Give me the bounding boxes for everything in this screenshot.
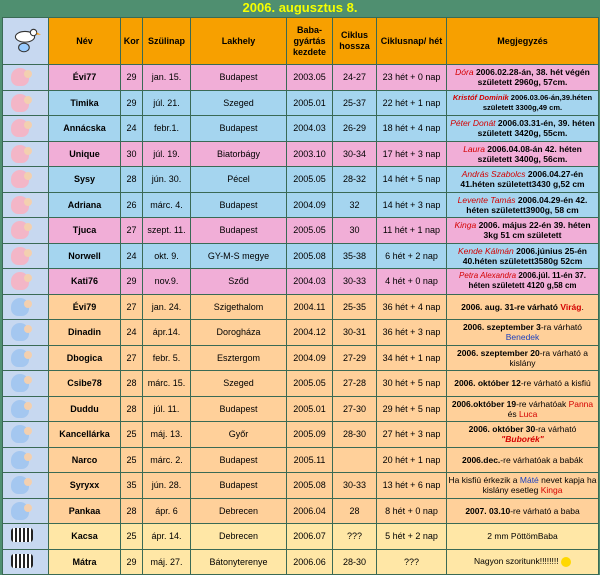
- header-szulinap: Szülinap: [143, 18, 191, 65]
- cycle-cell: 24-27: [333, 65, 377, 91]
- header-lakhely: Lakhely: [191, 18, 287, 65]
- name-cell: Duddu: [49, 396, 121, 422]
- cycle-cell: 28-30: [333, 549, 377, 575]
- cycle-cell: 28-32: [333, 167, 377, 193]
- name-cell: Narco: [49, 447, 121, 473]
- note-cell: Levente Tamás 2006.04.29-én 42. héten született3900g, 58 cm: [447, 192, 599, 218]
- age-cell: 24: [121, 243, 143, 269]
- table-row: [3, 447, 599, 473]
- cycle-cell: ???: [333, 524, 377, 550]
- crawling-baby-icon: [11, 425, 29, 443]
- header-kor: Kor: [121, 18, 143, 65]
- note-cell: András Szabolcs 2006.04.27-én 41.héten született3430 g,52 cm: [447, 167, 599, 193]
- start-cell: 2004.03: [287, 116, 333, 142]
- start-cell: 2005.05: [287, 167, 333, 193]
- location-cell: Szeged: [191, 371, 287, 397]
- location-cell: Debrecen: [191, 524, 287, 550]
- table-row: [3, 498, 599, 524]
- table-row: [3, 167, 599, 193]
- start-cell: 2004.03: [287, 269, 333, 295]
- name-cell: Kancellárka: [49, 422, 121, 448]
- age-cell: 29: [121, 65, 143, 91]
- location-cell: Győr: [191, 422, 287, 448]
- age-cell: 35: [121, 473, 143, 499]
- age-cell: 30: [121, 141, 143, 167]
- crawling-baby-icon: [11, 476, 29, 494]
- baby-icon: [11, 145, 29, 163]
- birthday-cell: nov.9.: [143, 269, 191, 295]
- age-cell: 29: [121, 549, 143, 575]
- baby-icon: [11, 196, 29, 214]
- birthday-cell: jún. 28.: [143, 473, 191, 499]
- cycle-cell: 28-30: [333, 422, 377, 448]
- birthday-cell: júl. 21.: [143, 90, 191, 116]
- age-cell: 26: [121, 192, 143, 218]
- baby-icon: [11, 221, 29, 239]
- table-row: [3, 243, 599, 269]
- week-cell: 22 hét + 1 nap: [377, 90, 447, 116]
- name-cell: Tjuca: [49, 218, 121, 244]
- name-cell: Kati76: [49, 269, 121, 295]
- birthday-cell: márc. 15.: [143, 371, 191, 397]
- age-cell: 29: [121, 269, 143, 295]
- birthday-cell: szept. 11.: [143, 218, 191, 244]
- birthday-cell: jan. 24.: [143, 294, 191, 320]
- zebra-icon: [11, 528, 33, 542]
- start-cell: 2005.05: [287, 218, 333, 244]
- cycle-cell: 26-29: [333, 116, 377, 142]
- cycle-cell: 27-29: [333, 345, 377, 371]
- age-cell: 24: [121, 320, 143, 346]
- cycle-cell: 30: [333, 218, 377, 244]
- start-cell: 2005.08: [287, 473, 333, 499]
- name-cell: Norwell: [49, 243, 121, 269]
- location-cell: Budapest: [191, 116, 287, 142]
- note-cell: Kristóf Dominik 2006.03.06-án,39.héten született 3300g,49 cm.: [447, 90, 599, 116]
- baby-icon: [11, 94, 29, 112]
- week-cell: 13 hét + 6 nap: [377, 473, 447, 499]
- cycle-cell: 25-37: [333, 90, 377, 116]
- location-cell: Dorogháza: [191, 320, 287, 346]
- table-row: [3, 141, 599, 167]
- start-cell: 2003.05: [287, 65, 333, 91]
- note-cell: Kinga 2006. május 22-én 39. héten 3kg 51 cm született: [447, 218, 599, 244]
- birthday-cell: okt. 9.: [143, 243, 191, 269]
- header-nev: Név: [49, 18, 121, 65]
- note-cell: Ha kisfiú érkezik a Máté nevet kapja ha kislány esetleg Kinga: [447, 473, 599, 499]
- note-cell: 2006.dec.-re várhatóak a babák: [447, 447, 599, 473]
- age-cell: 27: [121, 218, 143, 244]
- week-cell: 34 hét + 1 nap: [377, 345, 447, 371]
- age-cell: 28: [121, 371, 143, 397]
- age-cell: 25: [121, 524, 143, 550]
- start-cell: 2004.11: [287, 294, 333, 320]
- name-cell: Unique: [49, 141, 121, 167]
- location-cell: Szigethalom: [191, 294, 287, 320]
- start-cell: 2003.10: [287, 141, 333, 167]
- birthday-cell: jún. 30.: [143, 167, 191, 193]
- name-cell: Pankaa: [49, 498, 121, 524]
- note-cell: Nagyon szoritunk!!!!!!!!: [447, 549, 599, 575]
- week-cell: 36 hét + 3 nap: [377, 320, 447, 346]
- start-cell: 2004.12: [287, 320, 333, 346]
- note-cell: 2007. 03.10-re várható a baba: [447, 498, 599, 524]
- table-row: [3, 218, 599, 244]
- location-cell: Budapest: [191, 473, 287, 499]
- age-cell: 29: [121, 90, 143, 116]
- name-cell: Évi77: [49, 65, 121, 91]
- crawling-baby-icon: [11, 298, 29, 316]
- crawling-baby-icon: [11, 502, 29, 520]
- start-cell: 2006.04: [287, 498, 333, 524]
- week-cell: 14 hét + 3 nap: [377, 192, 447, 218]
- cycle-cell: 25-35: [333, 294, 377, 320]
- table-row: [3, 90, 599, 116]
- name-cell: Adriana: [49, 192, 121, 218]
- note-cell: Péter Donát 2006.03.31-én, 39. héten született 3420g, 55cm.: [447, 116, 599, 142]
- cycle-cell: 27-30: [333, 396, 377, 422]
- note-cell: Petra Alexandra 2006.júl. 11-én 37. héten született 4120 g,58 cm: [447, 269, 599, 295]
- age-cell: 27: [121, 345, 143, 371]
- age-cell: 28: [121, 396, 143, 422]
- week-cell: 4 hét + 0 nap: [377, 269, 447, 295]
- crawling-baby-icon: [11, 400, 29, 418]
- note-cell: Dóra 2006.02.28-án, 38. hét végén született 2960g, 57cm.: [447, 65, 599, 91]
- location-cell: GY-M-S megye: [191, 243, 287, 269]
- baby-icon: [11, 272, 29, 290]
- table-row: [3, 269, 599, 295]
- location-cell: Budapest: [191, 192, 287, 218]
- start-cell: 2005.08: [287, 243, 333, 269]
- stork-icon: [9, 24, 41, 56]
- name-cell: Timika: [49, 90, 121, 116]
- birthday-cell: jan. 15.: [143, 65, 191, 91]
- birthday-cell: febr. 5.: [143, 345, 191, 371]
- cycle-cell: 27-28: [333, 371, 377, 397]
- smiley-icon: [561, 557, 571, 567]
- name-cell: Évi79: [49, 294, 121, 320]
- start-cell: 2006.07: [287, 524, 333, 550]
- crawling-baby-icon: [11, 374, 29, 392]
- start-cell: 2005.01: [287, 396, 333, 422]
- start-cell: 2005.09: [287, 422, 333, 448]
- location-cell: Bátonyterenye: [191, 549, 287, 575]
- note-cell: 2006. október 12-re várható a kisfiú: [447, 371, 599, 397]
- start-cell: 2004.09: [287, 192, 333, 218]
- birthday-cell: febr.1.: [143, 116, 191, 142]
- table-row: [3, 65, 599, 91]
- birthday-cell: márc. 4.: [143, 192, 191, 218]
- zebra-icon: [11, 554, 33, 568]
- week-cell: 29 hét + 5 nap: [377, 396, 447, 422]
- location-cell: Sződ: [191, 269, 287, 295]
- baby-icon: [11, 119, 29, 137]
- note-cell: 2006. szeptember 3-ra várható Benedek: [447, 320, 599, 346]
- cycle-cell: 28: [333, 498, 377, 524]
- name-cell: Dinadin: [49, 320, 121, 346]
- location-cell: Biatorbágy: [191, 141, 287, 167]
- week-cell: 5 hét + 2 nap: [377, 524, 447, 550]
- cycle-cell: 30-33: [333, 269, 377, 295]
- location-cell: Budapest: [191, 396, 287, 422]
- baby-icon: [11, 247, 29, 265]
- location-cell: Budapest: [191, 218, 287, 244]
- header-megjegyzes: Megjegyzés: [447, 18, 599, 65]
- week-cell: 30 hét + 5 nap: [377, 371, 447, 397]
- location-cell: Pécel: [191, 167, 287, 193]
- birthday-cell: máj. 13.: [143, 422, 191, 448]
- stork-header: [3, 18, 49, 65]
- note-cell: 2 mm PöttömBaba: [447, 524, 599, 550]
- page-title: 2006. augusztus 8.: [242, 0, 358, 15]
- cycle-cell: [333, 447, 377, 473]
- age-cell: 25: [121, 422, 143, 448]
- header-ciklusnap: Ciklusnap/ hét: [377, 18, 447, 65]
- table-row: [3, 345, 599, 371]
- birthday-cell: ápr.14.: [143, 320, 191, 346]
- header-ciklus: Ciklus hossza: [333, 18, 377, 65]
- note-cell: 2006. október 30-ra várható "Buborék": [447, 422, 599, 448]
- cycle-cell: 30-34: [333, 141, 377, 167]
- birthday-cell: márc. 2.: [143, 447, 191, 473]
- table-row: [3, 294, 599, 320]
- week-cell: 18 hét + 4 nap: [377, 116, 447, 142]
- table-row: [3, 549, 599, 575]
- name-cell: Csibe78: [49, 371, 121, 397]
- table-row: [3, 422, 599, 448]
- birthday-cell: máj. 27.: [143, 549, 191, 575]
- week-cell: 11 hét + 1 nap: [377, 218, 447, 244]
- location-cell: Debrecen: [191, 498, 287, 524]
- age-cell: 27: [121, 294, 143, 320]
- name-cell: Syryxx: [49, 473, 121, 499]
- cycle-cell: 35-38: [333, 243, 377, 269]
- age-cell: 28: [121, 498, 143, 524]
- baby-girl-icon: [11, 68, 29, 86]
- age-cell: 28: [121, 167, 143, 193]
- location-cell: Szeged: [191, 90, 287, 116]
- location-cell: Esztergom: [191, 345, 287, 371]
- table-row: [3, 192, 599, 218]
- name-cell: Kacsa: [49, 524, 121, 550]
- name-cell: Annácska: [49, 116, 121, 142]
- start-cell: 2005.05: [287, 371, 333, 397]
- age-cell: 24: [121, 116, 143, 142]
- table-row: [3, 116, 599, 142]
- note-cell: 2006. aug. 31-re várható Virág.: [447, 294, 599, 320]
- note-cell: Laura 2006.04.08-án 42. héten született 3400g, 56cm.: [447, 141, 599, 167]
- birthday-cell: ápr. 14.: [143, 524, 191, 550]
- name-cell: Dbogica: [49, 345, 121, 371]
- week-cell: 27 hét + 3 nap: [377, 422, 447, 448]
- location-cell: Budapest: [191, 65, 287, 91]
- start-cell: 2005.11: [287, 447, 333, 473]
- week-cell: 14 hét + 5 nap: [377, 167, 447, 193]
- birthday-cell: ápr. 6: [143, 498, 191, 524]
- name-cell: Mátra: [49, 549, 121, 575]
- crawling-baby-icon: [11, 451, 29, 469]
- note-cell: Kende Kálmán 2006.június 25-én 40.héten született3580g 52cm: [447, 243, 599, 269]
- start-cell: 2005.01: [287, 90, 333, 116]
- week-cell: 17 hét + 3 nap: [377, 141, 447, 167]
- week-cell: 6 hét + 2 nap: [377, 243, 447, 269]
- week-cell: 8 hét + 0 nap: [377, 498, 447, 524]
- note-cell: 2006.október 19-re várhatóak Panna és Luca: [447, 396, 599, 422]
- week-cell: ???: [377, 549, 447, 575]
- table-row: [3, 396, 599, 422]
- week-cell: 23 hét + 0 nap: [377, 65, 447, 91]
- crawling-baby-icon: [11, 349, 29, 367]
- birthday-cell: júl. 19.: [143, 141, 191, 167]
- cycle-cell: 32: [333, 192, 377, 218]
- cycle-cell: 30-31: [333, 320, 377, 346]
- start-cell: 2006.06: [287, 549, 333, 575]
- crawling-baby-icon: [11, 323, 29, 341]
- table-row: [3, 524, 599, 550]
- table-row: [3, 320, 599, 346]
- name-cell: Sysy: [49, 167, 121, 193]
- header-kezdete: Baba-gyártás kezdete: [287, 18, 333, 65]
- start-cell: 2004.09: [287, 345, 333, 371]
- table-row: [3, 473, 599, 499]
- week-cell: 20 hét + 1 nap: [377, 447, 447, 473]
- age-cell: 25: [121, 447, 143, 473]
- cycle-cell: 30-33: [333, 473, 377, 499]
- baby-icon: [11, 170, 29, 188]
- table-row: [3, 371, 599, 397]
- birthday-cell: júl. 11.: [143, 396, 191, 422]
- note-cell: 2006. szeptember 20-ra várható a kislány: [447, 345, 599, 371]
- baby-table: [2, 17, 599, 575]
- week-cell: 36 hét + 4 nap: [377, 294, 447, 320]
- location-cell: Budapest: [191, 447, 287, 473]
